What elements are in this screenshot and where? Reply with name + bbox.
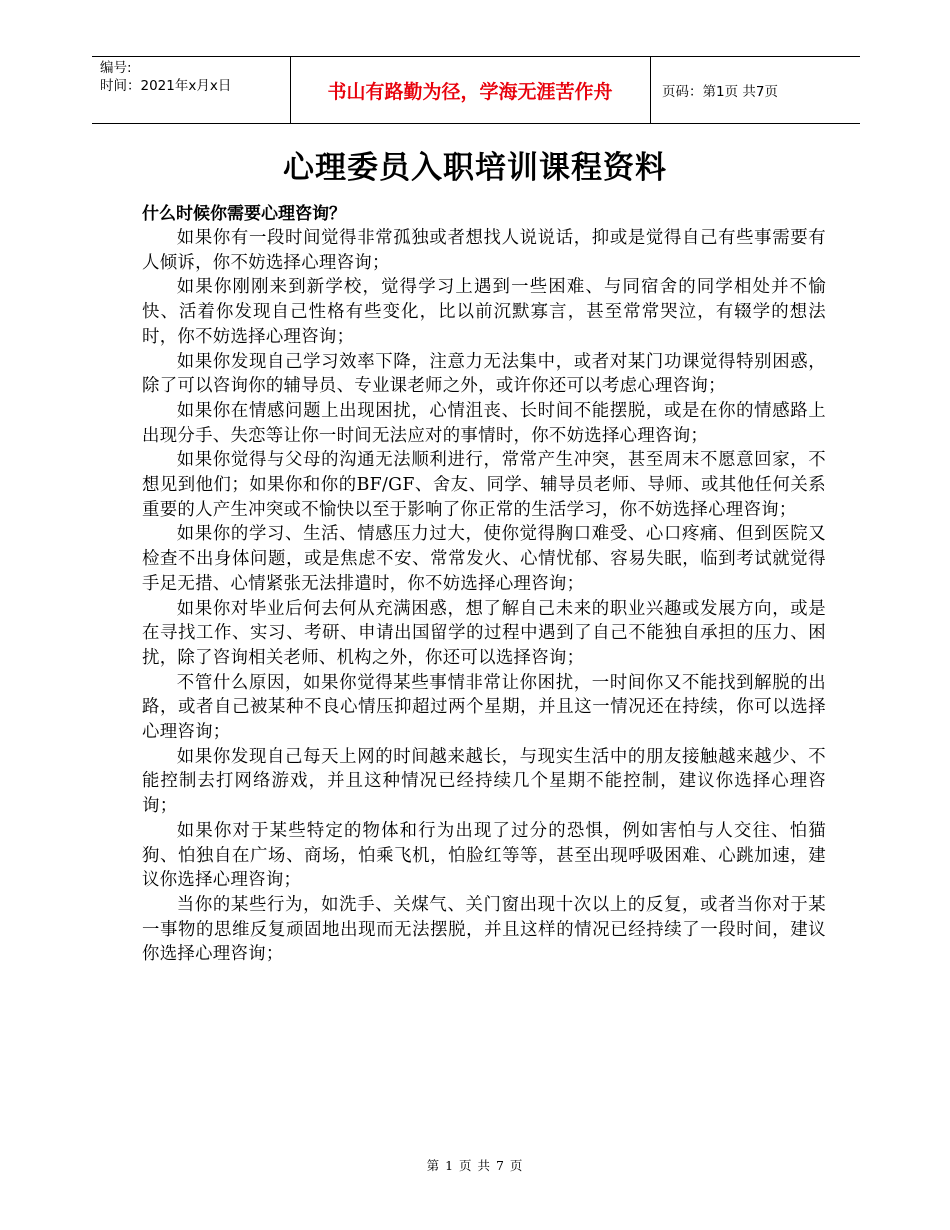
paragraph: 如果你刚刚来到新学校，觉得学习上遇到一些困难、与同宿舍的同学相处并不愉快、活着你发现自己性格有些变化，比以前沉默寡言，甚至常常哭泣，有辍学的想法时，你不妨选择心理咨询； <box>142 277 826 347</box>
document-title: 心理委员入职培训课程资料 <box>283 150 667 186</box>
header-page-info: 页码：第1页 共7页 <box>662 84 778 100</box>
header-motto: 书山有路勤为径，学海无涯苦作舟 <box>327 80 613 103</box>
paragraph: 如果你对于某些特定的物体和行为出现了过分的恐惧，例如害怕与人交往、怕猫狗、怕独自在广场、商场，怕乘飞机，怕脸红等等，甚至出现呼吸困难、心跳加速，建议你选择心理咨询； <box>142 820 826 891</box>
page-header <box>92 56 860 124</box>
paragraph: 不管什么原因，如果你觉得某些事情非常让你困扰，一时间你又不能找到解脱的出路，或者自己被某种不良心情压抑超过两个星期，并且这一情况还在持续，你可以选择心理咨询； <box>142 672 826 743</box>
header-divider <box>650 57 651 123</box>
page-footer: 第 1 页 共 7 页 <box>426 1158 524 1173</box>
paragraph: 如果你有一段时间觉得非常孤独或者想找人说说话，抑或是觉得自己有些事需要有人倾诉，你不妨选择心理咨询； <box>142 228 826 273</box>
paragraph: 如果你的学习、生活、情感压力过大，使你觉得胸口难受、心口疼痛、但到医院又检查不出身体问题，或是焦虑不安、常常发火、心情忧郁、容易失眠，临到考试就觉得手足无措、心情紧张无法排遣时，你不妨选择心理咨询； <box>142 524 826 594</box>
paragraph: 如果你发现自己学习效率下降，注意力无法集中，或者对某门功课觉得特别困惑，除了可以咨询你的辅导员、专业课老师之外，或许你还可以考虑心理咨询； <box>142 351 826 397</box>
paragraph: 如果你对毕业后何去何从充满困惑，想了解自己未来的职业兴趣或发展方向，或是在寻找工作、实习、考研、申请出国留学的过程中遇到了自己不能独自承担的压力、困扰，除了咨询相关老师、机构之外，你还可以选择咨询； <box>142 598 826 668</box>
header-meta <box>100 59 290 95</box>
section-heading: 什么时候你需要心理咨询？ <box>142 204 346 224</box>
header-number-label: 编号: <box>100 60 132 76</box>
header-time-label: 时间：2021年x月x日 <box>100 78 232 94</box>
paragraph: 如果你发现自己每天上网的时间越来越长，与现实生活中的朋友接触越来越少、不能控制去打网络游戏，并且这种情况已经持续几个星期不能控制，建议你选择心理咨询； <box>142 746 826 817</box>
paragraph: 如果你在情感问题上出现困扰，心情沮丧、长时间不能摆脱，或是在你的情感路上出现分手、失恋等让你一时间无法应对的事情时，你不妨选择心理咨询； <box>142 400 826 446</box>
document-body <box>142 202 826 967</box>
paragraph: 当你的某些行为，如洗手、关煤气、关门窗出现十次以上的反复，或者当你对于某一事物的思维反复顽固地出现而无法摆脱，并且这样的情况已经持续了一段时间，建议你选择心理咨询； <box>142 894 826 965</box>
paragraph: 如果你觉得与父母的沟通无法顺利进行，常常产生冲突，甚至周末不愿意回家，不想见到他们；如果你和你的BF/GF、舍友、同学、辅导员老师、导师、或其他任何关系重要的人产生冲突或不愉快以至于影响了你正常的生活学习，你不妨选择心理咨询； <box>142 450 826 520</box>
